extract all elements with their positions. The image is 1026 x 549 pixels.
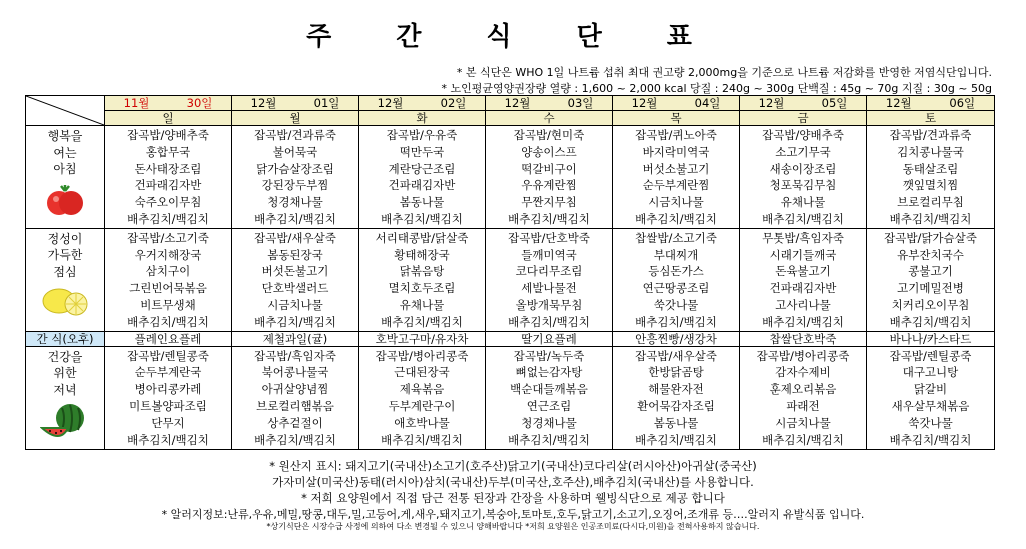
day-label: 06일: [949, 96, 976, 110]
day-label: 30일: [186, 96, 213, 110]
dish-item: 시금치나물: [267, 297, 323, 312]
dish-item: 시금치나물: [648, 195, 704, 210]
date-header: [867, 96, 995, 111]
dish-item: 연근땅콩조림: [642, 281, 710, 296]
meal-label: [26, 346, 105, 449]
dish-item: 훈제오리볶음: [769, 382, 837, 397]
lemon-icon: [26, 284, 104, 323]
dish-item: 양송이스프: [521, 144, 577, 159]
dish-item: 잡곡밥/소고기죽: [127, 230, 209, 245]
dish-item: 환어묵감자조림: [637, 398, 715, 413]
meal-label-line: 여는: [53, 145, 77, 160]
day-dishes: [359, 346, 486, 449]
meal-label: [26, 228, 105, 331]
dish-item: 백순대들깨볶음: [510, 382, 588, 397]
day-label: 03일: [567, 96, 594, 110]
day-dishes: [105, 228, 232, 331]
snack-item: 안흥찐빵/생강차: [613, 331, 740, 346]
dish-item: 세발나물전: [521, 281, 577, 296]
dish-item: 등심돈가스: [648, 264, 704, 279]
dish-item: 배추김치/백김치: [127, 432, 209, 447]
day-dishes: [740, 228, 867, 331]
meal-label-line: 건강을: [47, 349, 83, 364]
meal-label-line: 아침: [53, 162, 77, 176]
day-label: 02일: [440, 96, 467, 110]
dish-item: 배추김치/백김치: [127, 314, 209, 329]
dish-item: 들깨미역국: [521, 247, 577, 262]
day-dishes: [613, 126, 740, 229]
dish-item: 배추김치/백김치: [381, 314, 463, 329]
dish-item: 배추김치/백김치: [254, 314, 336, 329]
dish-item: 배추김치/백김치: [635, 432, 717, 447]
dish-item: 무짠지무침: [521, 195, 577, 210]
dish-item: 병아리콩카레: [134, 382, 202, 397]
dish-item: 무톳밥/흑임자죽: [762, 230, 844, 245]
day-dishes: [867, 126, 995, 229]
meal-label: [26, 126, 105, 229]
dish-item: 김치콩나물국: [897, 144, 964, 159]
dish-item: 단무지: [151, 415, 185, 430]
day-dishes: [613, 228, 740, 331]
dish-item: 잡곡밥/현미죽: [513, 128, 585, 142]
dish-item: 부대찌개: [653, 247, 699, 262]
dish-item: 봄동된장국: [267, 247, 323, 262]
dish-item: 버섯돈불고기: [261, 264, 329, 279]
date-header: [486, 96, 613, 111]
month-label: 12월: [885, 96, 912, 110]
snack-label: 간 식(오후): [26, 331, 105, 346]
day-dishes: [105, 126, 232, 229]
snack-item: 호박고구마/유자차: [359, 331, 486, 346]
dish-item: 잡곡밥/렌틸콩죽: [127, 348, 209, 363]
dish-item: 잡곡밥/렌틸콩죽: [889, 348, 972, 363]
day-dishes: [359, 126, 486, 229]
dish-item: 순두부계란국: [134, 365, 202, 380]
dish-item: 우거지해장국: [134, 247, 202, 262]
meal-label-line: 가득한: [47, 248, 83, 263]
dish-item: 배추김치/백김치: [508, 314, 590, 329]
dish-item: 청포묵김무침: [769, 178, 837, 193]
dish-item: 잡곡밥/양배추죽: [762, 128, 844, 142]
dish-item: 배추김치/백김치: [635, 314, 717, 329]
date-header: [613, 96, 740, 111]
weekday-header: 목: [613, 111, 740, 126]
tomato-icon: [26, 182, 104, 223]
page-title: 주 간 식 단 표: [306, 22, 720, 52]
day-dishes: [613, 346, 740, 449]
day-dishes: [740, 346, 867, 449]
dish-item: 배추김치/백김치: [762, 314, 844, 329]
table-corner: [26, 96, 105, 126]
meal-row: [26, 126, 995, 229]
meal-row: [26, 228, 995, 331]
weekday-header: 수: [486, 111, 613, 126]
day-dishes: [232, 346, 359, 449]
day-dishes: [359, 228, 486, 331]
dish-item: 잡곡밥/견과류죽: [889, 128, 972, 142]
weekday-header: 월: [232, 111, 359, 126]
dish-item: 해물완자전: [648, 382, 704, 397]
dish-item: 잡곡밥/닭가슴살죽: [884, 230, 977, 245]
meal-label-line: 점심: [53, 264, 77, 279]
dish-item: 파래전: [786, 398, 820, 413]
dish-item: 새송이장조림: [769, 161, 837, 176]
dish-item: 배추김치/백김치: [762, 211, 844, 226]
dish-item: 상추겉절이: [267, 415, 323, 430]
dish-item: 코다리무조림: [515, 264, 583, 279]
dish-item: 제육볶음: [399, 382, 445, 397]
dish-item: 배추김치/백김치: [254, 432, 336, 447]
date-header: [232, 96, 359, 111]
dish-item: 잡곡밥/새우살죽: [254, 230, 336, 245]
dish-item: 고사리나물: [775, 297, 831, 312]
origin-note-continued: 가자미살(미국산)동태(러시아)삼치(국내산)두부(미국산,호주산),배추김치(국내산)를 사용합니다.: [272, 475, 754, 489]
dish-item: 비트무생채: [140, 297, 196, 312]
day-dishes: [232, 126, 359, 229]
meal-label-line: 정성이: [47, 231, 83, 246]
dish-item: 멸치호두조림: [388, 281, 456, 296]
dish-item: 잡곡밥/양배추죽: [127, 128, 209, 142]
dish-item: 건파래김자반: [388, 178, 456, 193]
dish-item: 잡곡밥/흑임자죽: [254, 348, 336, 363]
dish-item: 북어콩나물국: [261, 365, 329, 380]
meal-label-line: 저녁: [53, 382, 77, 397]
dish-item: 치커리오이무침: [891, 297, 970, 312]
dish-item: 숙주오이무침: [134, 195, 202, 210]
dish-item: 봄동나물: [399, 195, 445, 210]
snack-row: [26, 331, 995, 346]
dish-item: 배추김치/백김치: [889, 314, 972, 329]
dish-item: 배추김치/백김치: [381, 432, 463, 447]
dish-item: 올방개묵무침: [515, 297, 583, 312]
allergy-note: * 알러지정보:난류,우유,메밀,땅콩,대두,밀,고등어,게,새우,돼지고기,복숭아,토마토,호두,닭고기,소고기,오징어,조개류 등….알러지 유발식품 입니다.: [161, 508, 865, 521]
dish-item: 건파래김자반: [134, 178, 202, 193]
dish-item: 닭볶음탕: [399, 264, 445, 279]
dish-item: 홍합무국: [145, 144, 191, 159]
dish-item: 유채나물: [780, 195, 826, 210]
dish-item: 떡만두국: [399, 144, 445, 159]
dish-item: 감자수제비: [775, 365, 831, 380]
dish-item: 브로컬리햄볶음: [256, 398, 334, 413]
meal-label-line: 위한: [53, 366, 77, 381]
date-header: [105, 96, 232, 111]
day-dishes: [232, 228, 359, 331]
weekday-header: 일: [105, 111, 232, 126]
dish-item: 아귀살양념찜: [261, 382, 329, 397]
dish-item: 동태살조림: [902, 161, 959, 176]
day-dishes: [867, 346, 995, 449]
dish-item: 쑥갓나물: [653, 297, 699, 312]
dish-item: 미트볼양파조림: [129, 398, 207, 413]
dish-item: 잡곡밥/녹두죽: [513, 348, 585, 363]
snack-item: 찹쌀단호박죽: [740, 331, 867, 346]
dish-item: 떡갈비구이: [521, 161, 577, 176]
dish-item: 돈육불고기: [775, 264, 831, 279]
dish-item: 시래기들깨국: [769, 247, 837, 262]
dish-item: 황태해장국: [394, 247, 450, 262]
dish-item: 계란당근조림: [388, 161, 456, 176]
dish-item: 배추김치/백김치: [254, 211, 336, 226]
dish-item: 대구고니탕: [902, 365, 959, 380]
dish-item: 서리태콩밥/닭살죽: [375, 230, 469, 245]
dish-item: 잡곡밥/퀴노아죽: [635, 128, 717, 142]
weekday-header: 금: [740, 111, 867, 126]
dish-item: 한방닭곰탕: [648, 365, 704, 380]
dish-item: 고기메밀전병: [897, 281, 964, 296]
weekday-header: 화: [359, 111, 486, 126]
dish-item: 근대된장국: [394, 365, 450, 380]
dish-item: 배추김치/백김치: [127, 211, 209, 226]
dish-item: 불어묵국: [272, 144, 318, 159]
dish-item: 봄동나물: [653, 415, 699, 430]
dish-item: 잡곡밥/우유죽: [386, 128, 458, 142]
watermelon-icon: [26, 402, 104, 449]
dish-item: 돈사태장조림: [134, 161, 202, 176]
dish-item: 청경채나물: [521, 415, 577, 430]
sauce-note: * 저희 요양원에서 직접 담근 전통 된장과 간장을 사용하며 웰빙식단으로 제공 합니다: [301, 491, 725, 505]
day-dishes: [486, 228, 613, 331]
snack-item: 플레인요플레: [105, 331, 232, 346]
day-dishes: [867, 228, 995, 331]
day-label: 01일: [313, 96, 340, 110]
day-label: 05일: [821, 96, 848, 110]
dish-item: 배추김치/백김치: [381, 211, 463, 226]
date-header: [359, 96, 486, 111]
dish-item: 새우살무채볶음: [891, 398, 970, 413]
dish-item: 강된장두부찜: [261, 178, 329, 193]
dish-item: 배추김치/백김치: [635, 211, 717, 226]
dish-item: 유부잔치국수: [897, 247, 964, 262]
dish-item: 잡곡밥/병아리콩죽: [756, 348, 850, 363]
dish-item: 찹쌀밥/소고기죽: [635, 230, 717, 245]
dish-item: 연근조림: [526, 398, 572, 413]
day-dishes: [486, 126, 613, 229]
dish-item: 그린빈어묵볶음: [129, 281, 207, 296]
dish-item: 뼈없는감자탕: [515, 365, 583, 380]
dish-item: 배추김치/백김치: [762, 432, 844, 447]
month-label: 12월: [504, 96, 531, 110]
dish-item: 잡곡밥/병아리콩죽: [375, 348, 469, 363]
dish-item: 유채나물: [399, 297, 445, 312]
day-dishes: [105, 346, 232, 449]
meal-row: [26, 346, 995, 449]
dish-item: 닭갈비: [913, 382, 948, 397]
dish-item: 잡곡밥/단호박죽: [508, 230, 590, 245]
dish-item: 닭가슴살장조림: [256, 161, 334, 176]
dish-item: 우유계란찜: [521, 178, 577, 193]
dish-item: 배추김치/백김치: [508, 432, 590, 447]
dish-item: 순두부계란찜: [642, 178, 710, 193]
change-note: *상기식단은 시장수급 사정에 의하여 다소 변경될 수 있으니 양해바랍니다 *저희 요양원은 인공조미료(다시다,미원)을 전혀사용하지 않습니다.: [266, 522, 760, 531]
dish-item: 단호박샐러드: [261, 281, 329, 296]
snack-item: 바나나/카스타드: [867, 331, 995, 346]
dish-item: 소고기무국: [775, 144, 831, 159]
dish-item: 배추김치/백김치: [889, 211, 972, 226]
origin-note: * 원산지 표시: 돼지고기(국내산)소고기(호주산)닭고기(국내산)코다리살(러시아산)아귀살(중국산): [269, 459, 757, 473]
dish-item: 애호박나물: [394, 415, 450, 430]
meal-label-line: 행복을: [47, 129, 83, 143]
snack-item: 딸기요플레: [486, 331, 613, 346]
day-label: 04일: [694, 96, 721, 110]
date-header: [740, 96, 867, 111]
dish-item: 시금치나물: [775, 415, 831, 430]
dish-item: 삼치구이: [145, 264, 191, 279]
month-label: 12월: [631, 96, 658, 110]
dish-item: 깻잎멸치찜: [902, 178, 959, 193]
day-dishes: [486, 346, 613, 449]
dish-item: 청경채나물: [267, 195, 323, 210]
weekday-header: 토: [867, 111, 995, 126]
dish-item: 잡곡밥/견과류죽: [254, 128, 336, 142]
month-label: 12월: [250, 96, 277, 110]
month-label: 12월: [758, 96, 785, 110]
month-label: 12월: [377, 96, 404, 110]
weekly-menu-table: [25, 95, 995, 450]
dish-item: 배추김치/백김치: [508, 211, 590, 226]
day-dishes: [740, 126, 867, 229]
dish-item: 바지락미역국: [642, 144, 710, 159]
sodium-note: * 본 식단은 WHO 1일 나트륨 섭취 최대 권고량 2,000mg을 기준으로 나트륨 저감화를 반영한 저염식단입니다.: [456, 66, 992, 79]
dish-item: 쑥갓나물: [908, 415, 953, 430]
dish-item: 버섯소불고기: [642, 161, 710, 176]
month-label: 11월: [123, 96, 150, 110]
snack-item: 제철과일(귤): [232, 331, 359, 346]
dish-item: 브로컬리무침: [897, 195, 964, 210]
dish-item: 콩불고기: [908, 264, 953, 279]
dish-item: 배추김치/백김치: [889, 432, 972, 447]
dish-item: 두부계란구이: [388, 398, 456, 413]
dish-item: 잡곡밥/새우살죽: [635, 348, 717, 363]
nutrition-note: * 노인평균영양권장량 열량 : 1,600 ~ 2,000 kcal 당질 : 240g ~ 300g 단백질 : 45g ~ 70g 지질 : 30g ~ 50g: [441, 82, 992, 95]
dish-item: 건파래김자반: [769, 281, 837, 296]
